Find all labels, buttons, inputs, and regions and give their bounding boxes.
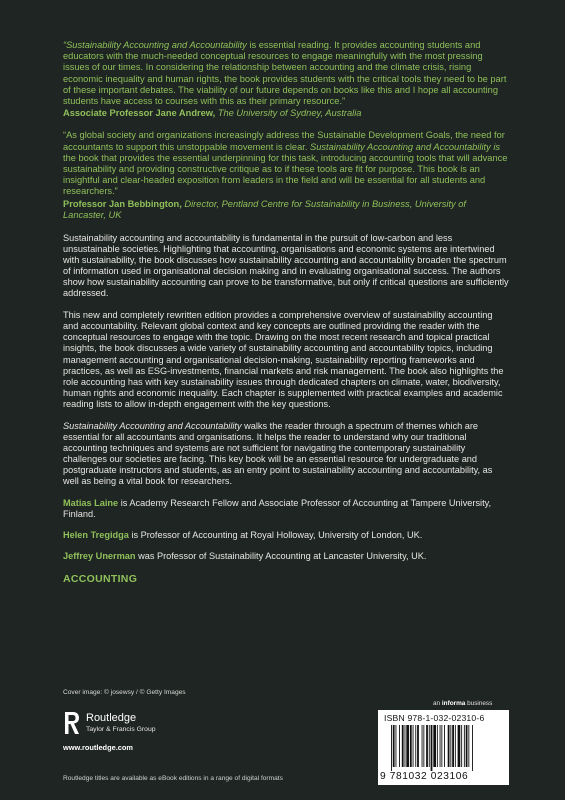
quote-2-text-b: the book that provides the essential underpinning for this task, introducing accounting tools that will advance sustainability and providing constructive critique as to if these tools are fit for purpose. This book is an insightful and clear-headed exposition from leaders in the field and will be essential for all students and researchers.” [63,152,508,197]
barcode-bar [393,725,395,767]
barcode-bar [422,725,423,767]
barcode-bar [433,725,436,767]
endorser-2-affiliation: Director, Pentland Centre for Sustainability in Business, University of Lancaster, UK [63,198,467,220]
informa-business-tag [433,700,492,707]
author-bio-2 [63,530,509,541]
back-cover-text [63,40,509,585]
barcode-bar [450,725,451,767]
author-1-name: Matias Laine [63,498,119,509]
isbn-number: ISBN 978-1-032-02310-6 [384,713,485,723]
barcode-bar [396,725,397,767]
barcode-bar [452,725,454,767]
barcode-bar [464,725,465,767]
informa-brand: informa [441,700,466,707]
endorser-1-name: Associate Professor Jane Andrew, [63,108,216,119]
barcode-bar [440,725,441,767]
publisher-url[interactable]: www.routledge.com [63,743,133,752]
barcode-bar [431,725,433,771]
description-paragraph-3 [63,421,509,487]
description-paragraph-2: This new and completely rewritten edition provides a comprehensive overview of sustainability accounting and accountability. Relevant global context and key concepts are outlined providing the reader with the conceptual resources to engage with the topic. Drawing on the most recent research and topical practical insights, the book discusses a wide variety of sustainability accounting and accountability topics, including management accounting and organisational decision-making, sustainability reporting frameworks and practices, as well as ESG-investments, financial markets and risk management. The book also highlights the role accounting has with key sustainability issues through dedicated chapters on climate, water, biodiversity, human rights and economic inequality. Each chapter is supplemented with practical examples and academic reading lists to allow in-depth engagement with the key questions. [63,310,504,409]
endorsement-2-attribution [63,199,509,221]
barcode-bar [472,725,473,771]
barcode-bar [417,725,419,767]
cover-image-credit: Cover image: © josewsy / © Getty Images [63,689,186,696]
barcode-bar [437,725,438,767]
barcode-bar [415,725,416,767]
author-bio-1 [63,498,509,520]
endorser-1-affiliation: The University of Sydney, Australia [215,108,362,119]
barcode-bar [429,725,430,767]
barcode-bar [461,725,462,767]
author-bio-3 [63,551,509,562]
description-paragraph-1: Sustainability accounting and accountability is fundamental in the pursuit of low-carbon and less unsustainable societies. Highlighting that accounting, organisations and economic systems are intertwined with sustainability, the book discusses how sustainability accounting and accountability broaden the spectrum of information used in organisational decision making and in evaluating organisational success. The authors show how sustainability accounting can prove to be transformative, but only if critical questions are sufficiently addressed. [63,233,509,299]
barcode-bar [426,725,428,767]
author-2-name: Helen Tregidga [63,530,129,541]
barcode-bar [466,725,468,767]
para-3-book-title: Sustainability Accounting and Accountability [63,420,242,431]
quote-1-book-title: “Sustainability Accounting and Accountability [63,40,247,50]
routledge-r-icon [63,710,81,736]
barcode-bar [410,725,412,767]
para-3-text: walks the reader through a spectrum of themes which are essential for all accountants and organisations. It helps the reader to understand why our traditional accounting techniques and systems are not sufficient for navigating the contemporary sustainability challenges our societies are facing. This key book will be an essential resource for undergraduate and postgraduate instructors and students, as an entry point to sustainability accounting and accountability, as well as being a vital book for researchers. [63,420,493,486]
barcode-graphic [381,725,506,771]
barcode-bar [441,725,442,767]
barcode-bar [444,725,445,767]
endorsement-1-attribution [63,108,509,119]
quote-1-text: is essential reading. It provides accounting students and educators with the much-needed conceptual resources to engage meaningfully with the most pressing issues of our times. In considering the relationship between accounting and the climate crisis, rising economic inequality and human rights, the book provides students with the critical tools they need to be part of these important debates. The viability of our future depends on books like this and I hope all accounting students have access to courses with this as their primary resource.” [63,40,507,107]
publisher-group: Taylor & Francis Group [86,726,156,733]
barcode-bar [423,725,424,767]
endorsement-quote-1 [63,40,509,107]
subject-category: ACCOUNTING [63,573,138,586]
barcode-bar [448,725,450,767]
barcode-bar [413,725,414,767]
author-3-bio: was Professor of Sustainability Accounting at Lancaster University, UK. [135,551,427,562]
author-1-bio: is Academy Research Fellow and Associate Professor of Accounting at Tampere University, Finland. [63,498,492,520]
informa-prefix: an [433,700,442,707]
isbn-barcode [378,710,509,785]
publisher-name: Routledge [86,712,137,724]
informa-suffix: business [465,700,493,707]
endorsement-quote-2 [63,130,509,197]
barcode-bar [455,725,456,767]
ebook-availability-note: Routledge titles are available as eBook editions in a range of digital formats [63,775,283,782]
barcode-bar [468,725,469,767]
author-2-bio: is Professor of Accounting at Royal Holloway, University of London, UK. [128,530,423,541]
barcode-bar [399,725,400,767]
barcode-bar [391,725,392,771]
barcode-digits: 9 781032 023106 [380,771,469,782]
author-3-name: Jeffrey Unerman [63,551,136,562]
endorser-2-name: Professor Jan Bebbington, [63,198,182,209]
barcode-bar [405,725,406,767]
quote-2-book-title: Sustainability Accounting and Accountability is [310,141,501,152]
barcode-bar [458,725,461,767]
quote-2-text-a: “As global society and organizations increasingly address the Sustainable Development Goals, the need for accountants to support this unstoppable movement is clear. [63,130,505,152]
barcode-bar [402,725,404,767]
barcode-bar [406,725,409,767]
